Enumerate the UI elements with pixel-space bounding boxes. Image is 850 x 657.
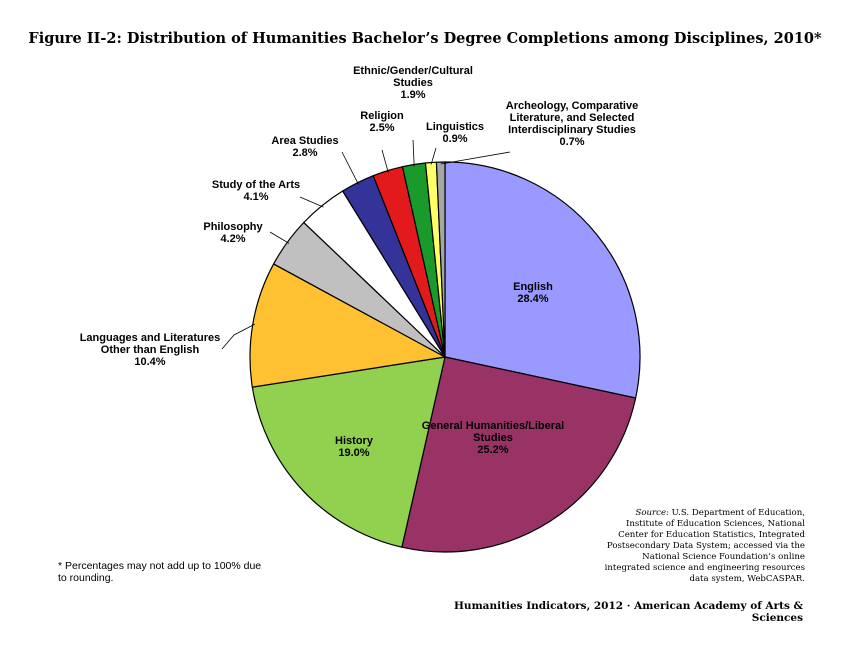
leader-line-archeology-comparative	[441, 152, 510, 164]
source-note	[600, 508, 805, 585]
chart-title: Figure II-2: Distribution of Humanities Bachelor’s Degree Completions among Disciplines, 2010*	[28, 30, 822, 47]
slice-label-linguistics: Linguistics 0.9%	[425, 121, 485, 145]
credit-line: Humanities Indicators, 2012 · American Academy of Arts & Sciences	[454, 600, 803, 624]
leader-line-philosophy	[270, 232, 289, 243]
slice-label-languages-and-literatures: Languages and Literatures Other than English 10.4%	[79, 332, 221, 368]
slice-label-history: History 19.0%	[335, 435, 373, 459]
source-prefix: Source:	[635, 508, 669, 518]
leader-line-religion	[382, 150, 388, 173]
slice-label-study-of-the-arts: Study of the Arts 4.1%	[211, 179, 301, 203]
pie-slices	[250, 162, 640, 552]
pie-slice-english	[445, 162, 640, 398]
footnote: * Percentages may not add up to 100% due to rounding.	[58, 560, 262, 584]
slice-label-archeology-comparative: Archeology, Comparative Literature, and Selected Interdisciplinary Studies 0.7%	[505, 100, 639, 148]
slice-label-english: English 28.4%	[513, 281, 553, 305]
slice-label-philosophy: Philosophy 4.2%	[203, 221, 263, 245]
slice-label-area-studies: Area Studies 2.8%	[271, 135, 339, 159]
slice-label-general-humanities-liberal: General Humanities/Liberal Studies 25.2%	[421, 420, 565, 456]
leader-line-area-studies	[342, 152, 359, 184]
slice-label-religion: Religion 2.5%	[360, 110, 404, 134]
slice-label-ethnic-gender-cultural: Ethnic/Gender/Cultural Studies 1.9%	[353, 65, 473, 101]
source-text: U.S. Department of Education, Institute of Education Sciences, National Center for Education Statistics, Integrated Postsecondary Data System; accessed via the National Science Foundation’s online integrated science and engineering resources data system, WebCASPAR.	[604, 508, 805, 584]
leader-line-ethnic-gender-cultural	[413, 140, 414, 167]
leader-line-study-of-the-arts	[300, 197, 324, 207]
